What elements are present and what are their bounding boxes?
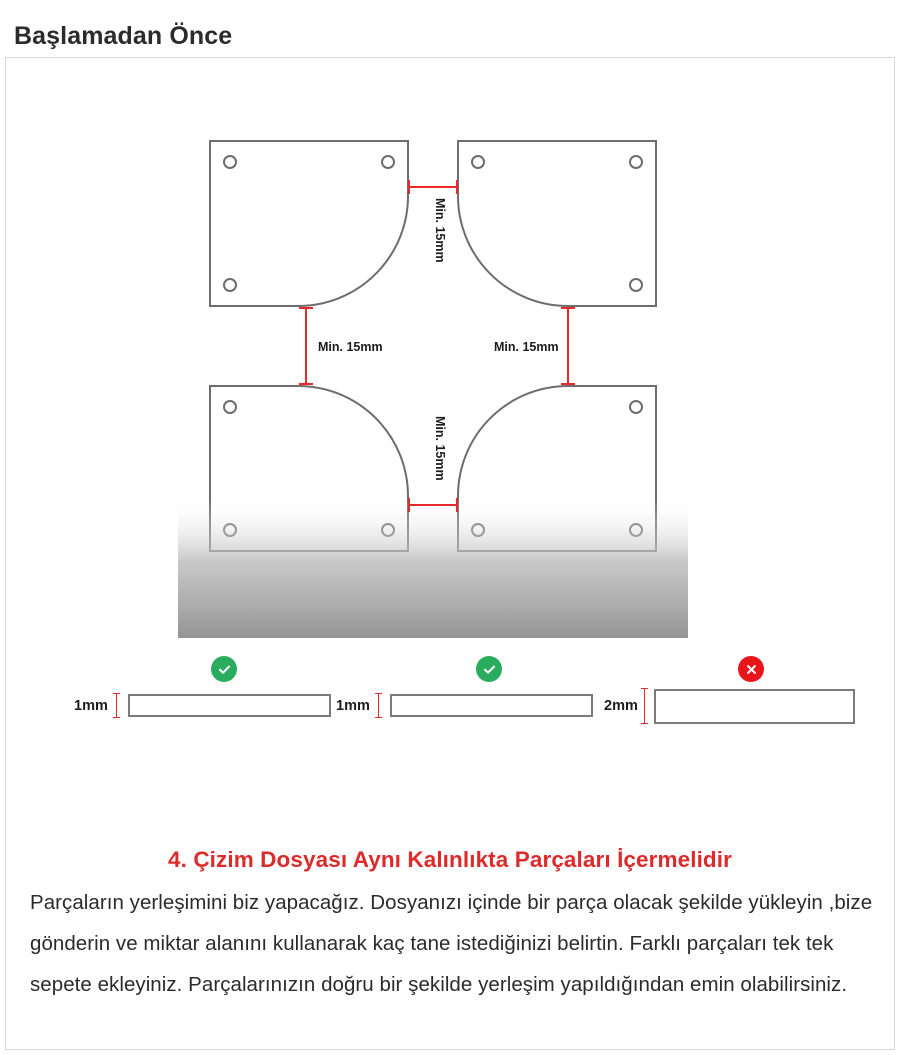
thickness-measure-tick [116, 693, 117, 718]
thickness-measure-tick [378, 693, 379, 718]
dimension-label-right: Min. 15mm [494, 340, 559, 354]
part-outline [458, 141, 656, 306]
dimension-top-vertical [409, 180, 457, 263]
dimension-label-top: Min. 15mm [433, 198, 447, 263]
dimension-bottom-vertical [409, 416, 457, 512]
thickness-label: 1mm [74, 698, 108, 714]
part-outline [210, 141, 408, 306]
thickness-bar [654, 689, 855, 724]
thickness-example-2 [328, 593, 603, 714]
thickness-measure-tick [644, 688, 645, 724]
thickness-example-3 [596, 593, 856, 714]
thickness-label: 1mm [336, 698, 370, 714]
dimension-right-horizontal [494, 308, 575, 384]
part-top-right-plate [458, 141, 656, 306]
check-circle-icon [211, 656, 237, 682]
body-paragraph: Parçaların yerleşimini biz yapacağız. Dosyanızı içinde bir parça olacak şekilde yükleyin ,bize gönderin ve miktar alanını kullanarak kaç tane istediğinizi belirtin. Farklı parçaları tek tek sepete ekleyiniz. Parçalarınızın doğru bir şekilde yerleşim yapıldığından emin olabilirsiniz. [30, 891, 873, 996]
page-title: Başlamadan Önce [14, 21, 233, 50]
x-circle-icon [738, 656, 764, 682]
thickness-comparison-row [6, 593, 894, 714]
thickness-example-1 [66, 593, 336, 714]
thickness-label: 2mm [604, 698, 638, 714]
check-circle-icon [476, 656, 502, 682]
dimension-label-left: Min. 15mm [318, 340, 383, 354]
content-card [5, 57, 895, 1050]
dimension-label-bottom: Min. 15mm [433, 416, 447, 481]
body-copy [30, 882, 878, 1005]
part-nesting-clearance-diagram [168, 126, 698, 646]
thickness-bar [128, 694, 331, 717]
thickness-bar [390, 694, 593, 717]
section-heading: 4. Çizim Dosyası Aynı Kalınlıkta Parçaları İçermelidir [168, 846, 732, 872]
part-top-left-plate [210, 141, 408, 306]
dimension-left-horizontal [299, 308, 383, 384]
